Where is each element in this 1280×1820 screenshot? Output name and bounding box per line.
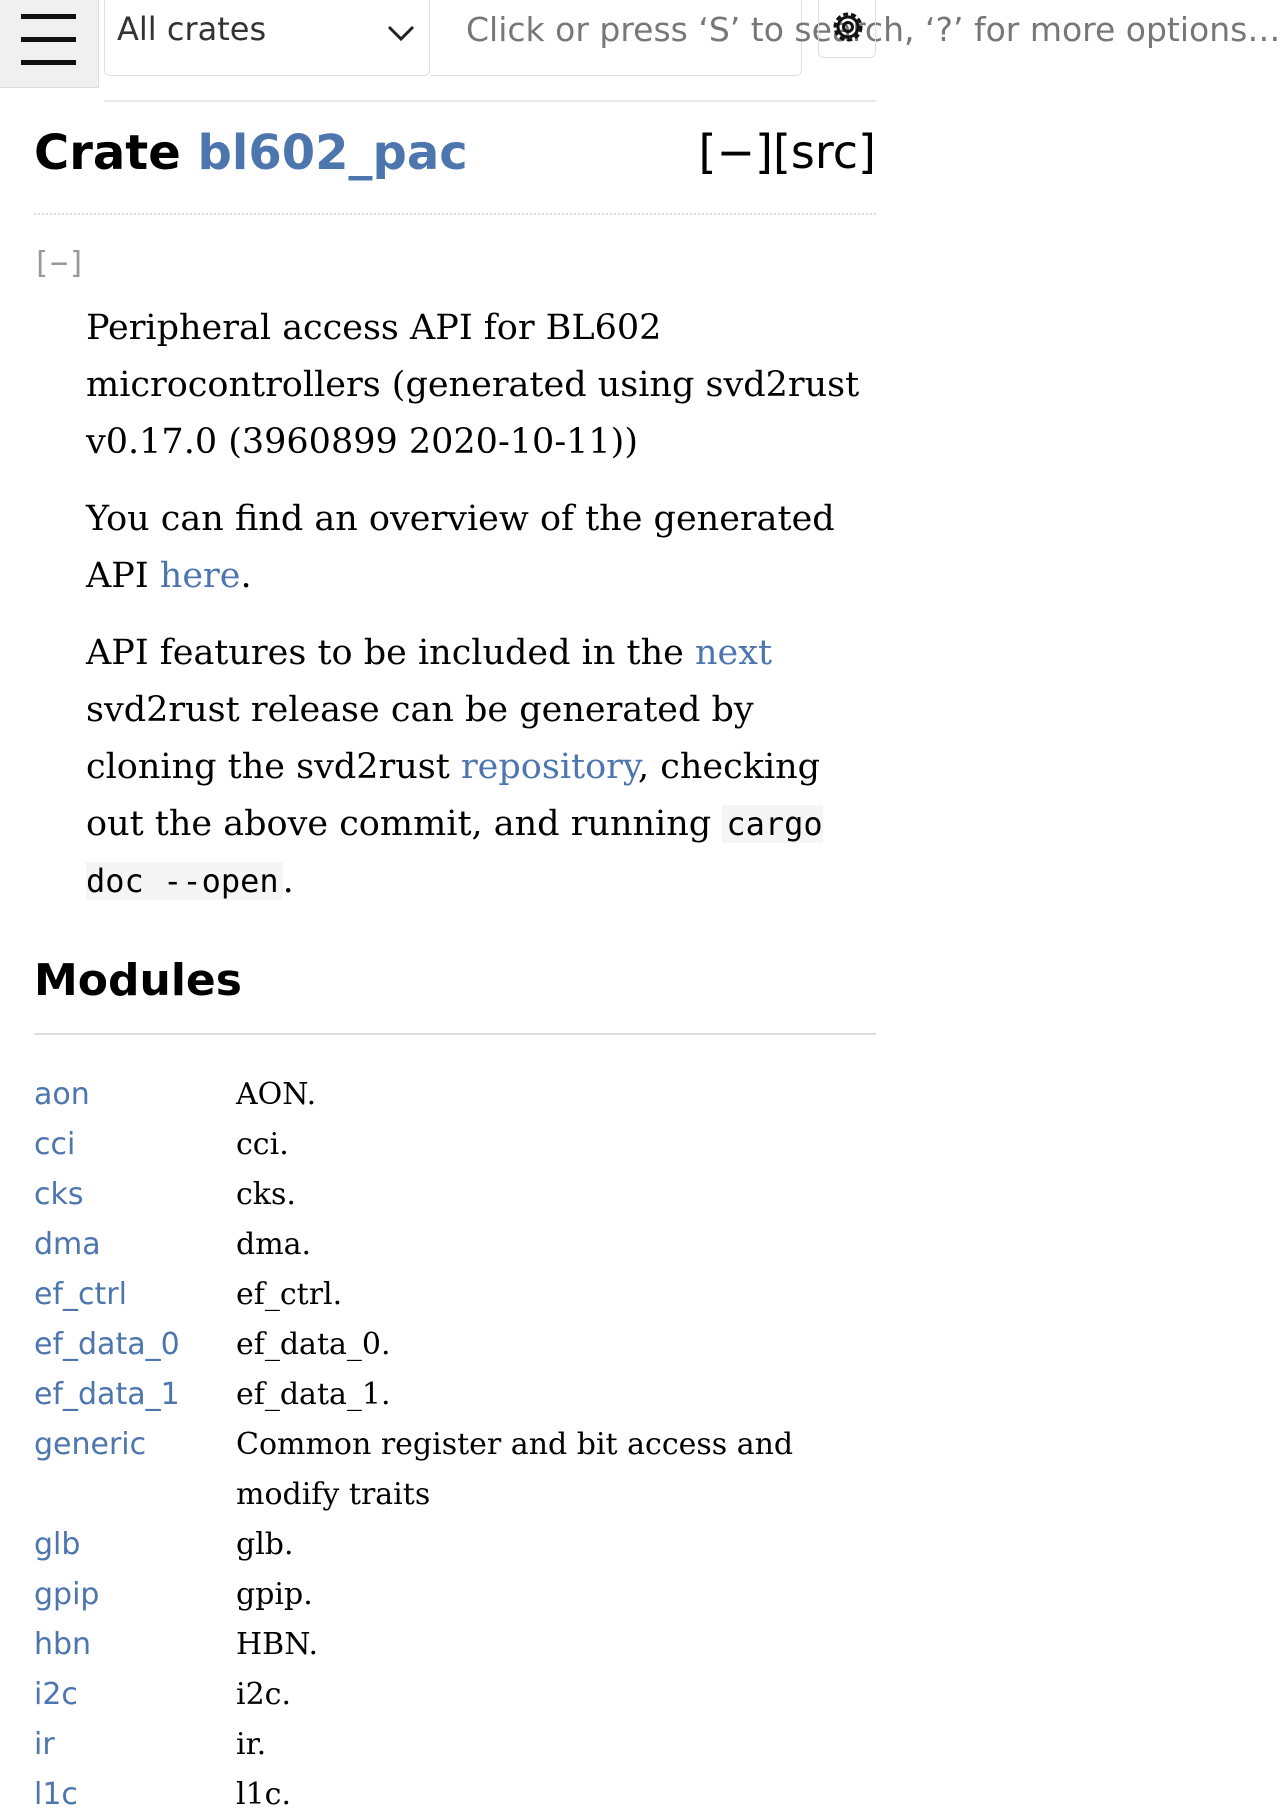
module-link[interactable]: generic (34, 1427, 147, 1462)
crate-name-link[interactable]: bl602_pac (197, 125, 468, 181)
module-link[interactable]: ir (34, 1727, 55, 1762)
module-link[interactable]: ef_data_1 (34, 1377, 180, 1412)
module-description: ef_data_1. (236, 1377, 391, 1412)
module-link[interactable]: cks (34, 1177, 84, 1212)
module-description: glb. (236, 1527, 294, 1562)
settings-button[interactable] (818, 0, 876, 58)
module-link[interactable]: gpip (34, 1577, 100, 1612)
module-description: i2c. (236, 1677, 292, 1712)
title-prefix: Crate (34, 125, 198, 181)
module-link[interactable]: l1c (34, 1777, 78, 1812)
module-row (34, 1670, 876, 1720)
module-description: cci. (236, 1127, 289, 1162)
module-row (34, 1220, 876, 1270)
module-row (34, 1420, 876, 1520)
heading-tools (699, 125, 877, 179)
module-link[interactable]: glb (34, 1527, 81, 1562)
doc-text: . (240, 556, 252, 596)
crate-select[interactable] (104, 0, 430, 76)
module-description: cks. (236, 1177, 296, 1212)
hamburger-icon-middle (21, 37, 76, 42)
module-description: ir. (236, 1727, 267, 1762)
module-description: HBN. (236, 1627, 319, 1662)
module-link[interactable]: hbn (34, 1627, 92, 1662)
modules-table (34, 1070, 876, 1820)
module-description: Common register and bit access and modify traits (236, 1427, 794, 1512)
cargo-doc-code: cargo doc --open (86, 805, 823, 900)
topbar-divider (104, 100, 876, 102)
crate-select-value: All crates (117, 10, 267, 48)
chevron-down-icon (387, 24, 415, 42)
module-description: ef_data_0. (236, 1327, 391, 1362)
module-row (34, 1170, 876, 1220)
sidebar-menu-button[interactable] (0, 0, 99, 88)
module-description: l1c. (236, 1777, 292, 1812)
module-row (34, 1070, 876, 1120)
module-description: gpip. (236, 1577, 313, 1612)
module-row (34, 1620, 876, 1670)
top-bar (0, 0, 1280, 100)
module-link[interactable]: dma (34, 1227, 101, 1262)
modules-heading: Modules (34, 955, 876, 1035)
doc-paragraph-2 (86, 491, 886, 605)
doc-text: , checking out the above commit, and running (86, 747, 821, 844)
page-heading (34, 125, 876, 215)
next-link[interactable]: next (694, 633, 773, 673)
module-row (34, 1270, 876, 1320)
page-title (34, 125, 468, 181)
module-description: ef_ctrl. (236, 1277, 343, 1312)
repository-link[interactable]: repository (460, 747, 639, 787)
module-description: dma. (236, 1227, 312, 1262)
doc-paragraph-3 (86, 625, 886, 910)
module-link[interactable]: i2c (34, 1677, 78, 1712)
module-row (34, 1570, 876, 1620)
hamburger-icon-bottom (21, 60, 76, 65)
module-row (34, 1120, 876, 1170)
doc-paragraph-1: Peripheral access API for BL602 microcontrollers (generated using svd2rust v0.17.0 (3960899 2020-10-11)) (86, 308, 860, 462)
module-description: AON. (236, 1077, 317, 1112)
doc-text: svd2rust release can be generated by cloning the svd2rust (86, 690, 754, 787)
gear-icon (830, 9, 866, 45)
module-row (34, 1520, 876, 1570)
crate-docblock (86, 300, 886, 930)
module-link[interactable]: ef_ctrl (34, 1277, 127, 1312)
module-row (34, 1370, 876, 1420)
module-row (34, 1720, 876, 1770)
here-link[interactable]: here (159, 556, 241, 596)
doc-text: . (282, 861, 294, 901)
doc-text: API features to be included in the (86, 633, 695, 673)
module-row (34, 1770, 876, 1820)
search-input[interactable]: Click or press ‘S’ to search, ‘?’ for more options… (430, 0, 802, 76)
doc-text: You can find an overview of the generated API (86, 499, 835, 596)
docblock-toggle[interactable]: [−] (32, 246, 87, 281)
hamburger-icon (21, 14, 76, 19)
module-link[interactable]: ef_data_0 (34, 1327, 180, 1362)
module-link[interactable]: aon (34, 1077, 90, 1112)
src-link[interactable]: [src] (772, 125, 876, 179)
module-link[interactable]: cci (34, 1127, 76, 1162)
module-row (34, 1320, 876, 1370)
collapse-all-toggle[interactable]: [−] (698, 125, 773, 179)
